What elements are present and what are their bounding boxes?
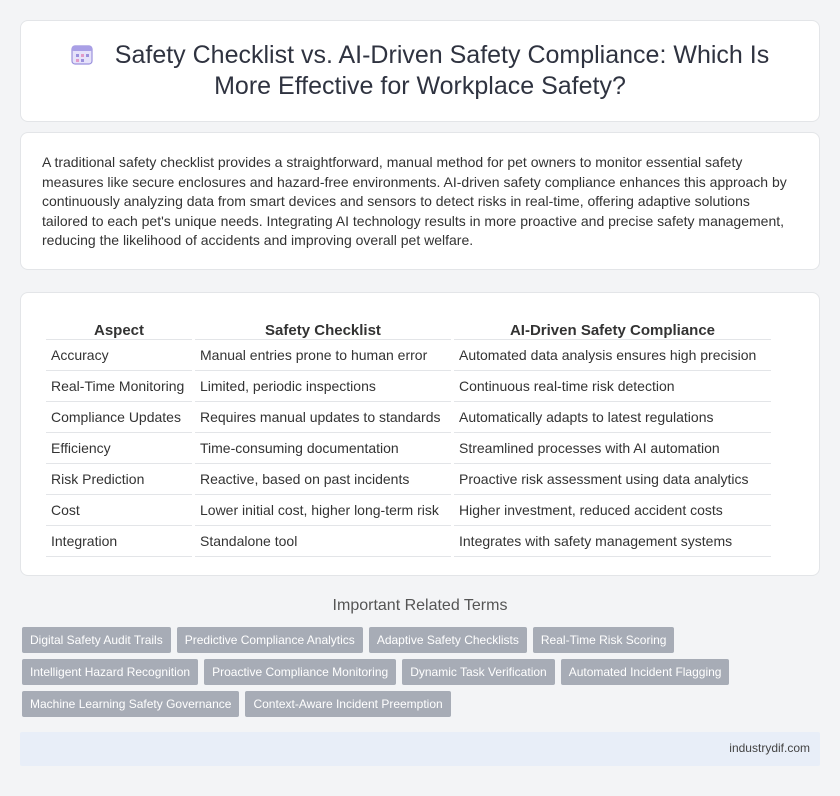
cell-ai: Automatically adapts to latest regulations: [454, 402, 771, 433]
term-tag[interactable]: Predictive Compliance Analytics: [177, 627, 363, 653]
comparison-table: [43, 316, 774, 557]
title-wrap: [21, 21, 819, 121]
table-row: [46, 340, 771, 371]
cell-aspect: Compliance Updates: [46, 402, 192, 433]
cell-checklist: Standalone tool: [195, 526, 451, 557]
cell-checklist: Requires manual updates to standards: [195, 402, 451, 433]
intro-paragraph: A traditional safety checklist provides a straightforward, manual method for pet owners to monitor essential safety measures like secure enclosures and hazard-free environments. AI-driven safety compliance enhances this approach by continuously analyzing data from smart devices and sensors to detect risks in real-time, offering adaptive solutions tailored to each pet's unique needs. Integrating AI technology results in more proactive and precise safety management, reducing the likelihood of accidents and improving overall pet welfare.: [42, 154, 787, 248]
tag-row: [22, 627, 822, 653]
term-tag[interactable]: Real-Time Risk Scoring: [533, 627, 675, 653]
footer: [20, 732, 820, 766]
table-row: [46, 464, 771, 495]
cell-checklist: Limited, periodic inspections: [195, 371, 451, 402]
tag-row: [22, 659, 822, 685]
header-ai-driven: AI-Driven Safety Compliance: [454, 316, 771, 340]
related-terms: [22, 627, 822, 723]
calendar-icon: [71, 43, 93, 65]
table-header-row: [46, 316, 771, 340]
term-tag[interactable]: Intelligent Hazard Recognition: [22, 659, 198, 685]
term-tag[interactable]: Machine Learning Safety Governance: [22, 691, 239, 717]
cell-ai: Automated data analysis ensures high precision: [454, 340, 771, 371]
term-tag[interactable]: Dynamic Task Verification: [402, 659, 555, 685]
term-tag[interactable]: Context-Aware Incident Preemption: [245, 691, 450, 717]
comparison-card: [20, 292, 820, 576]
cell-aspect: Real-Time Monitoring: [46, 371, 192, 402]
cell-aspect: Efficiency: [46, 433, 192, 464]
cell-aspect: Integration: [46, 526, 192, 557]
cell-aspect: Risk Prediction: [46, 464, 192, 495]
intro-card: [20, 132, 820, 270]
cell-checklist: Time-consuming documentation: [195, 433, 451, 464]
footer-site[interactable]: industrydif.com: [729, 741, 810, 755]
cell-checklist: Lower initial cost, higher long-term risk: [195, 495, 451, 526]
title-card: [20, 20, 820, 122]
cell-ai: Higher investment, reduced accident costs: [454, 495, 771, 526]
page-title: [61, 40, 779, 102]
cell-ai: Continuous real-time risk detection: [454, 371, 771, 402]
table-row: [46, 526, 771, 557]
header-aspect: Aspect: [46, 316, 192, 340]
cell-checklist: Reactive, based on past incidents: [195, 464, 451, 495]
related-terms-heading: Important Related Terms: [332, 597, 508, 614]
cell-aspect: Cost: [46, 495, 192, 526]
term-tag[interactable]: Adaptive Safety Checklists: [369, 627, 527, 653]
term-tag[interactable]: Proactive Compliance Monitoring: [204, 659, 396, 685]
cell-ai: Proactive risk assessment using data analytics: [454, 464, 771, 495]
term-tag[interactable]: Digital Safety Audit Trails: [22, 627, 171, 653]
table-row: [46, 433, 771, 464]
cell-ai: Integrates with safety management systems: [454, 526, 771, 557]
page-title-text: Safety Checklist vs. AI-Driven Safety Compliance: Which Is More Effective for Workplace Safety?: [114, 41, 770, 100]
tag-row: [22, 691, 822, 717]
cell-checklist: Manual entries prone to human error: [195, 340, 451, 371]
table-row: [46, 495, 771, 526]
header-safety-checklist: Safety Checklist: [195, 316, 451, 340]
table-row: [46, 371, 771, 402]
cell-aspect: Accuracy: [46, 340, 192, 371]
cell-ai: Streamlined processes with AI automation: [454, 433, 771, 464]
term-tag[interactable]: Automated Incident Flagging: [561, 659, 730, 685]
table-row: [46, 402, 771, 433]
